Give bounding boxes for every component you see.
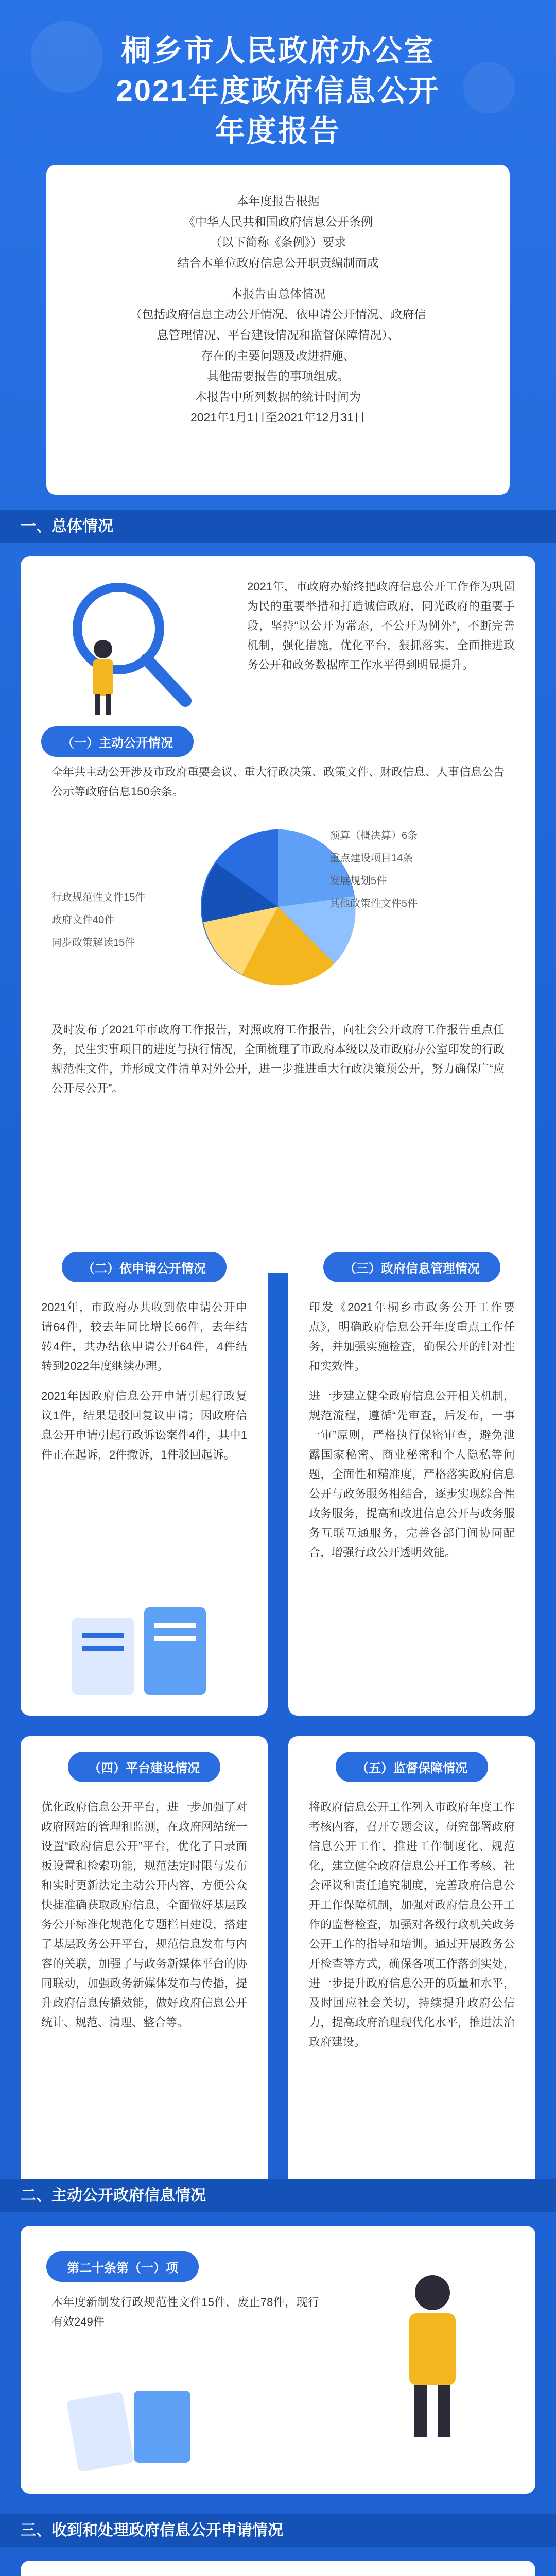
manage-pill: （三）政府信息管理情况 bbox=[323, 1252, 500, 1282]
intro-line: 2021年1月1日至2021年12月31日 bbox=[190, 411, 366, 424]
pie-legend-left bbox=[51, 886, 145, 954]
report-header bbox=[0, 0, 556, 165]
intro-line: （以下简称《条例》）要求 bbox=[210, 235, 346, 249]
section-title: 三、收到和处理政府信息公开申请情况 bbox=[0, 2514, 556, 2547]
intro-line: 本报告由总体情况 bbox=[231, 287, 325, 300]
article-pill: 第二十条第（一）项 bbox=[46, 2251, 199, 2282]
active-disclosure-pill: （一）主动公开情况 bbox=[41, 726, 194, 757]
supervise-pill: （五）监督保障情况 bbox=[336, 1752, 488, 1782]
intro-line: （包括政府信息主动公开情况、依申请公开情况、政府信 bbox=[130, 308, 426, 321]
platform-card bbox=[21, 1736, 268, 2200]
intro-line: 息管理情况、平台建设情况和监督保障情况）、 bbox=[157, 328, 399, 342]
intro-line: 结合本单位政府信息公开职责编制而成 bbox=[177, 256, 379, 269]
supervise-text: 将政府信息公开工作列入市政府年度工作考核内容，召开专题会议，研究部署政府信息公开工作，推进工作制度化、规范化，建立健全政府信息公开工作考核、社会评议和责任追究制度，完善政府信息公开工作保障机制，加强对政府信息公开工作的监督检查，加强对各级行政机关政务公开工作的指导和培训。通过开展政务公开检查等方式，确保各项工作落到实处，进一步提升政府信息公开的质量和水平，及时回应社会关切，持续提升政府公信力，提高政府治理现代化水平，推进法治政府建设。 bbox=[309, 1801, 515, 2048]
legend-item: 其他政策性文件5件 bbox=[329, 898, 418, 909]
applications-card bbox=[21, 2561, 535, 2576]
intro-line: 《中华人民共和国政府信息公开条例 bbox=[183, 215, 373, 228]
legend-item: 发展规划5件 bbox=[329, 875, 387, 887]
magnifier-icon bbox=[41, 572, 216, 716]
active-info-card bbox=[21, 2226, 535, 2494]
platform-text: 优化政府信息公开平台，进一步加强了对政府网站的管理和监测，在政府网站统一设置“政府信息公开”平台，优化了目录面板设置和检索功能，规范法定时限与发布和实时更新法定主动公开内容，方便公众快捷准确获取政府信息，全面做好基层政务公开标准化规范化专题栏目建设，搭建了基层政务公开平台，规范信息发布与内容的关联，加强了与政务新媒体平台的协同联动，加强政务新媒体发布与传播，提升政府信息传播效能，做好政府信息公开统计、规范、清理、整合等。 bbox=[41, 1801, 247, 2029]
documents-illustration bbox=[41, 1597, 247, 1700]
intro-line: 本报告中所列数据的统计时间为 bbox=[195, 390, 361, 403]
intro-line: 其他需要报告的事项组成。 bbox=[207, 369, 349, 383]
intro-card bbox=[46, 165, 510, 495]
title-line-3: 年度报告 bbox=[215, 114, 341, 148]
intro-line: 本年度报告根据 bbox=[236, 194, 320, 208]
decorative-circle bbox=[463, 62, 515, 113]
manage-text-2: 进一步建立健全政府信息公开相关机制，规范流程，遵循“先审查，后发布，一事一审”原则，严格执行保密审查，避免泄露国家秘密、商业秘密和个人隐私等问题，全面性和精准度，严格落实政府信息公开与政务服务相结合，逐步实现综合性政务服务，提高和改进信息公开与政务服务互联互通服务，完善各部门间协同配合，增强行政公开透明效能。 bbox=[309, 1389, 515, 1559]
decorative-circle bbox=[31, 21, 103, 93]
legend-item: 政府文件40件 bbox=[51, 914, 115, 926]
apply-text-2: 2021年因政府信息公开申请引起行政复议1件，结果是驳回复议申请；因政府信息公开申请引起行政诉讼案件4件，其中1件正在起诉，2件撤诉，1件驳回起诉。 bbox=[41, 1389, 247, 1461]
magnifier-person-illustration bbox=[41, 572, 216, 716]
legend-item: 行政规范性文件15件 bbox=[51, 892, 146, 903]
section-title: 二、主动公开政府信息情况 bbox=[0, 2179, 556, 2212]
legend-item: 重点建设项目14条 bbox=[329, 853, 413, 864]
manage-card bbox=[288, 1236, 535, 1716]
active-disclosure-text: 全年共主动公开涉及市政府重要会议、重大行政决策、政策文件、财政信息、人事信息公告公示等政府信息150余条。 bbox=[51, 766, 505, 798]
apply-card bbox=[21, 1236, 268, 1716]
section-title: 一、总体情况 bbox=[0, 510, 556, 543]
legend-item: 同步政策解读15件 bbox=[51, 937, 135, 948]
after-pie-text: 及时发布了2021年市政府工作报告，对照政府工作报告，向社会公开政府工作报告重点任务，民生实事项目的进度与执行情况，全面梳理了市政府本级以及市政府办公室印发的行政规范性文件，并形成文件清单对外公开，进一步推进重大行政决策预公开，努力确保广“应公开尽公开”。 bbox=[51, 1023, 505, 1095]
overview-card bbox=[21, 556, 535, 1273]
person-phone-illustration bbox=[355, 2257, 510, 2442]
overview-text: 2021年，市政府办始终把政府信息公开工作作为巩固为民的重要举措和打造诚信政府，同光政府的重要手段，坚持“以公开为常态，不公开为例外”，不断完善机制，强化措施，优化平台，狠抓落实，全面推进政务公开和政务数据库工作水平得到明显提升。 bbox=[247, 580, 515, 671]
supervise-card bbox=[288, 1736, 535, 2200]
intro-line: 存在的主要问题及改进措施、 bbox=[201, 349, 355, 362]
cards-illustration bbox=[62, 2380, 216, 2483]
active-info-text: 本年度新制发行政规范性文件15件，废止78件，现行有效249件 bbox=[51, 2296, 319, 2328]
title-line-1: 桐乡市人民政府办公室 bbox=[120, 34, 435, 67]
manage-text-1: 印发《2021年桐乡市政务公开工作要点》，明确政府信息公开年度重点工作任务，并加强实施检查，确保公开的针对性和实效性。 bbox=[309, 1301, 515, 1372]
apply-pill: （二）依申请公开情况 bbox=[62, 1252, 227, 1282]
title-line-2: 2021年度政府信息公开 bbox=[116, 74, 440, 108]
platform-pill: （四）平台建设情况 bbox=[68, 1752, 220, 1782]
apply-text-1: 2021年，市政府办共收到依申请公开申请64件，较去年同比增长66件，去年结转4件，共办结依申请公开64件，4件结转到2022年度继续办理。 bbox=[41, 1301, 247, 1372]
pie-legend-right bbox=[329, 824, 418, 915]
legend-item: 预算（概决算）6条 bbox=[329, 830, 418, 841]
